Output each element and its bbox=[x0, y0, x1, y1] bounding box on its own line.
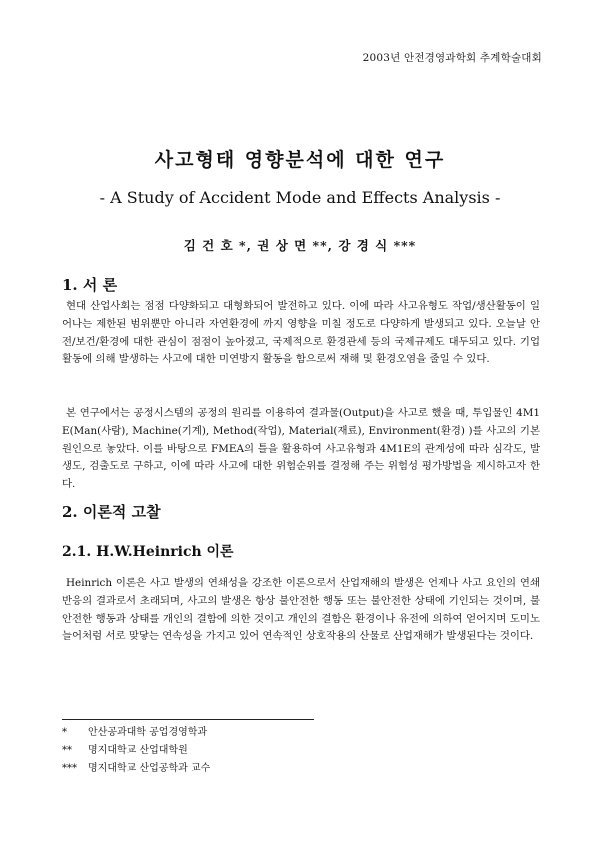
footnote-3 bbox=[62, 759, 210, 774]
intro-paragraph-1: 현대 산업사회는 점점 다양화되고 대형화되어 발전하고 있다. 이에 따라 사고유형도 작업/생산활동이 일어나는 제한된 범위뿐만 아니라 자연환경에 까지 영향을 미칠 정도로 다양하게 발생되고 있다. 오늘날 안전/보건/환경에 대한 관심이 점점이 높아졌고, 국제적으로 환경관세 등의 국제규제도 대두되고 있다. 기업활동에 의해 발생하는 사고에 대한 미연방지 활동을 함으로써 재해 및 환경오염을 줄일 수 있다. bbox=[62, 300, 540, 366]
footnote-mark: * bbox=[62, 727, 67, 738]
section-heading-introduction: 1. 서 론 bbox=[62, 276, 118, 294]
heinrich-paragraph: Heinrich 이론은 사고 발생의 연쇄성을 강조한 이론으로서 산업재해의 발생은 언제나 사고 요인의 연쇄반응의 결과로서 초래되며, 사고의 발생은 항상 불안전한 행동 또는 불안전한 상태에 기인되는 것이며, 불안전한 행동과 상태를 개인의 결함에 의한 것이고 개인의 결함은 환경이나 유전에 의하여 얻어지며 도미노 늘어처럼 서로 맞닿는 연속성을 가지고 있어 연속적인 상호작용의 산물로 산업재해가 발생된다는 것이다. bbox=[62, 577, 540, 643]
footnote-mark: ** bbox=[62, 745, 72, 756]
conference-header: 2003년 안전경영과학회 추계학술대회 bbox=[362, 52, 542, 64]
subsection-heading-heinrich: 2.1. H.W.Heinrich 이론 bbox=[62, 544, 234, 560]
footnote-text: 명지대학교 산업대학원 bbox=[88, 745, 188, 756]
author-list: 김 건 호 *, 권 상 면 **, 강 경 식 *** bbox=[183, 238, 417, 253]
footnote-mark: *** bbox=[62, 763, 77, 774]
footnote-divider bbox=[62, 719, 314, 720]
footnote-text: 안산공과대학 공업경영학과 bbox=[88, 727, 208, 738]
paper-subtitle: - A Study of Accident Mode and Effects Analysis - bbox=[99, 188, 501, 207]
footnote-1 bbox=[62, 723, 207, 738]
intro-paragraph-2: 본 연구에서는 공정시스템의 공정의 원리를 이용하여 결과물(Output)을 사고로 했을 때, 투입물인 4M1E(Man(사람), Machine(기계), Method(작업), Material(재료), Environment(환경) )를 사고의 기본원인으로 놓았다. 이를 바탕으로 FMEA의 틀을 활용하여 사고유형과 4M1E의 관계성에 따라 심각도, 발생도, 검출도로 구하고, 이에 따라 사고에 대한 위험순위를 결정해 주는 위험성 평가방법을 제시하고자 한다. bbox=[62, 407, 540, 491]
section-heading-theory: 2. 이론적 고찰 bbox=[62, 503, 161, 521]
footnote-text: 명지대학교 산업공학과 교수 bbox=[88, 763, 211, 774]
paper-title: 사고형태 영향분석에 대한 연구 bbox=[154, 149, 446, 171]
footnote-2 bbox=[62, 741, 188, 756]
